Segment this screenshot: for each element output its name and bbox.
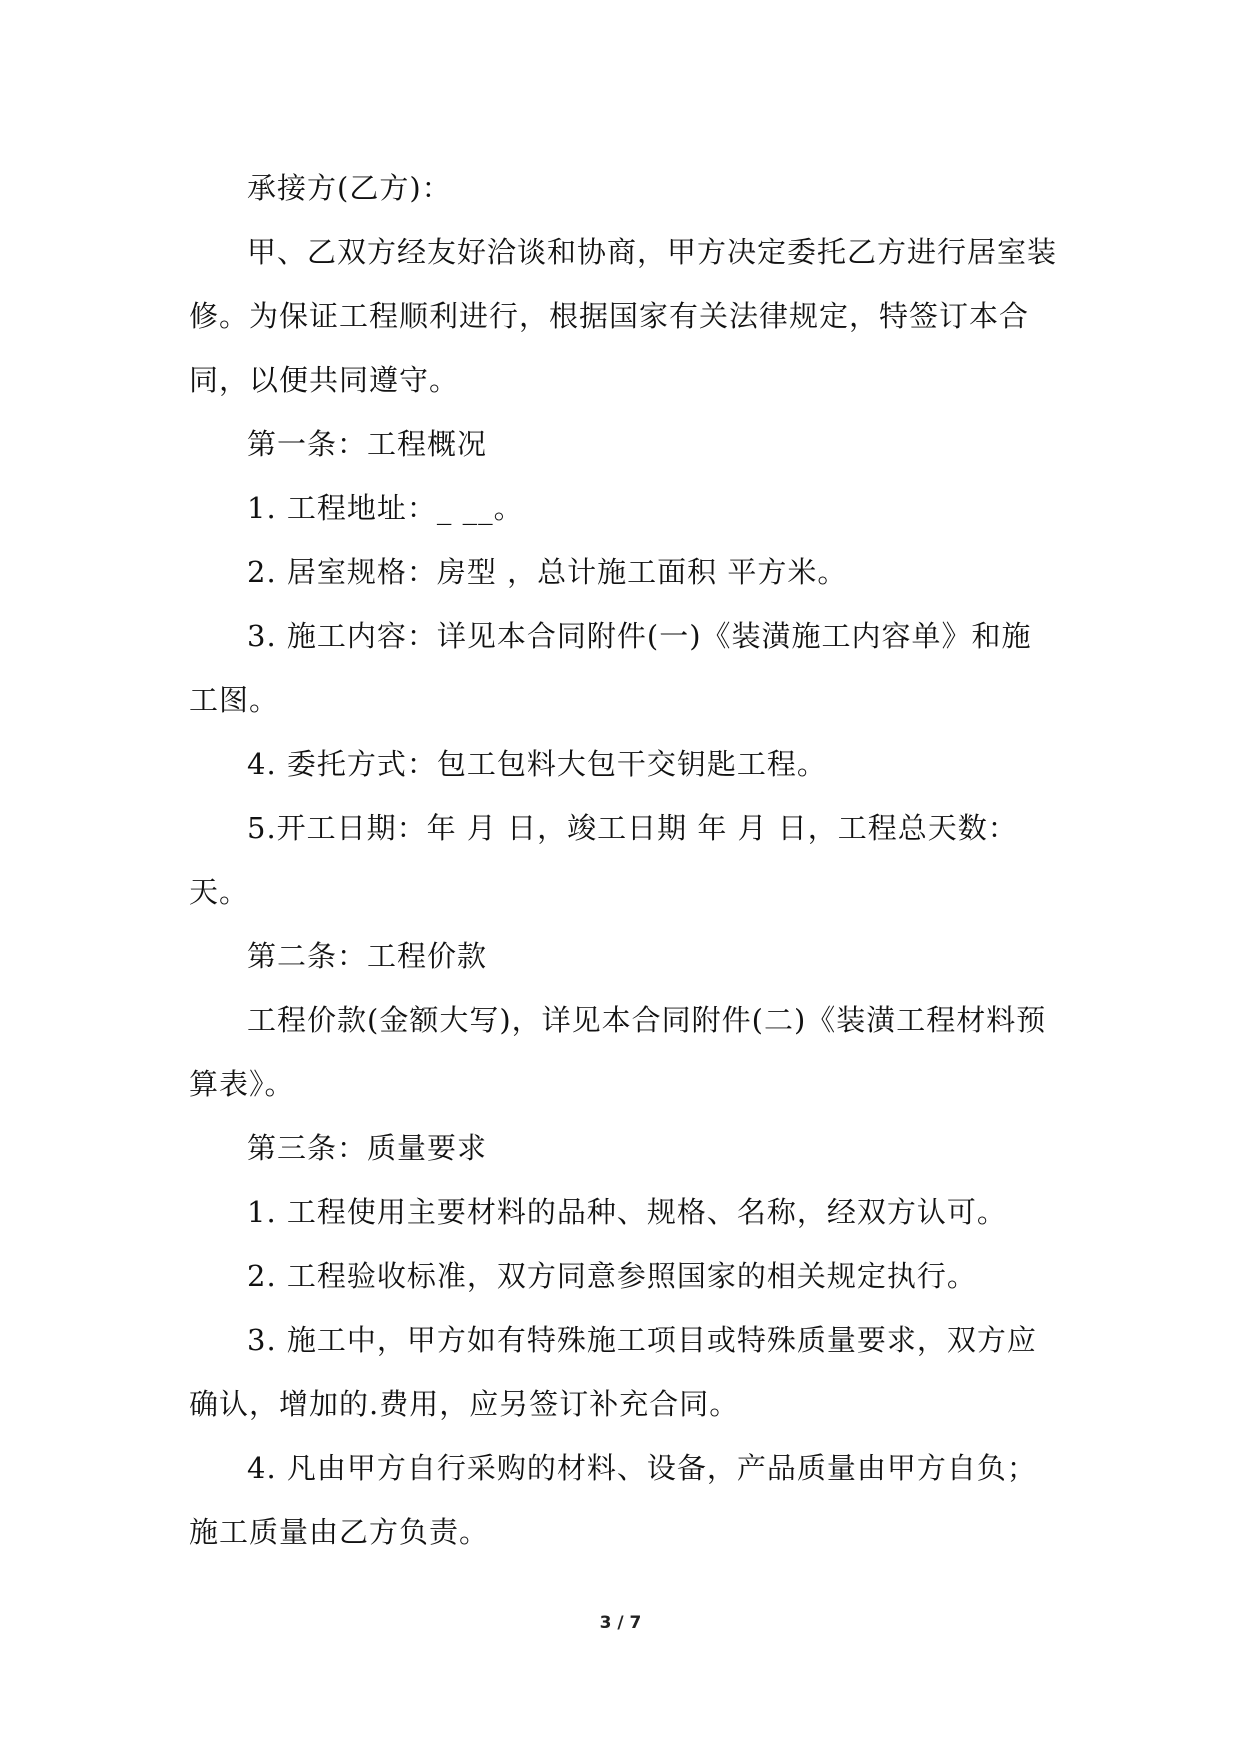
- article-3-item-1: 1. 工程使用主要材料的品种、规格、名称，经双方认可。: [247, 1195, 1007, 1229]
- article-3-item-3: 3. 施工中，甲方如有特殊施工项目或特殊质量要求，双方应确认，增加的.费用，应另签订补充合同。: [189, 1323, 1037, 1421]
- article-1-item-5: 5.开工日期：年 月 日，竣工日期 年 月 日，工程总天数：天。: [189, 811, 1018, 909]
- article-1-heading: 第一条：工程概况: [247, 427, 488, 461]
- article-3-heading: 第三条：质量要求: [247, 1131, 488, 1165]
- article-1-item-1: 1. 工程地址：_ __。: [247, 491, 524, 525]
- document-body: [189, 156, 1061, 1564]
- article-2-heading: 第二条：工程价款: [247, 939, 488, 973]
- page-number: 3 / 7: [599, 1613, 642, 1633]
- article-2-body: 工程价款(金额大写)，详见本合同附件(二)《装潢工程材料预算表》。: [189, 1003, 1047, 1101]
- intro-paragraph: 甲、乙双方经友好洽谈和协商，甲方决定委托乙方进行居室装修。为保证工程顺利进行，根据国家有关法律规定，特签订本合同，以便共同遵守。: [189, 235, 1058, 397]
- article-3-item-4: 4. 凡由甲方自行采购的材料、设备，产品质量由甲方自负；施工质量由乙方负责。: [189, 1451, 1037, 1549]
- article-1-item-3: 3. 施工内容：详见本合同附件(一)《装潢施工内容单》和施工图。: [189, 619, 1032, 717]
- article-3-item-2: 2. 工程验收标准，双方同意参照国家的相关规定执行。: [247, 1259, 977, 1293]
- article-1-item-4: 4. 委托方式：包工包料大包干交钥匙工程。: [247, 747, 827, 781]
- contractor-party-line: 承接方(乙方)：: [247, 171, 452, 205]
- article-1-item-2: 2. 居室规格：房型 ，总计施工面积 平方米。: [247, 555, 848, 589]
